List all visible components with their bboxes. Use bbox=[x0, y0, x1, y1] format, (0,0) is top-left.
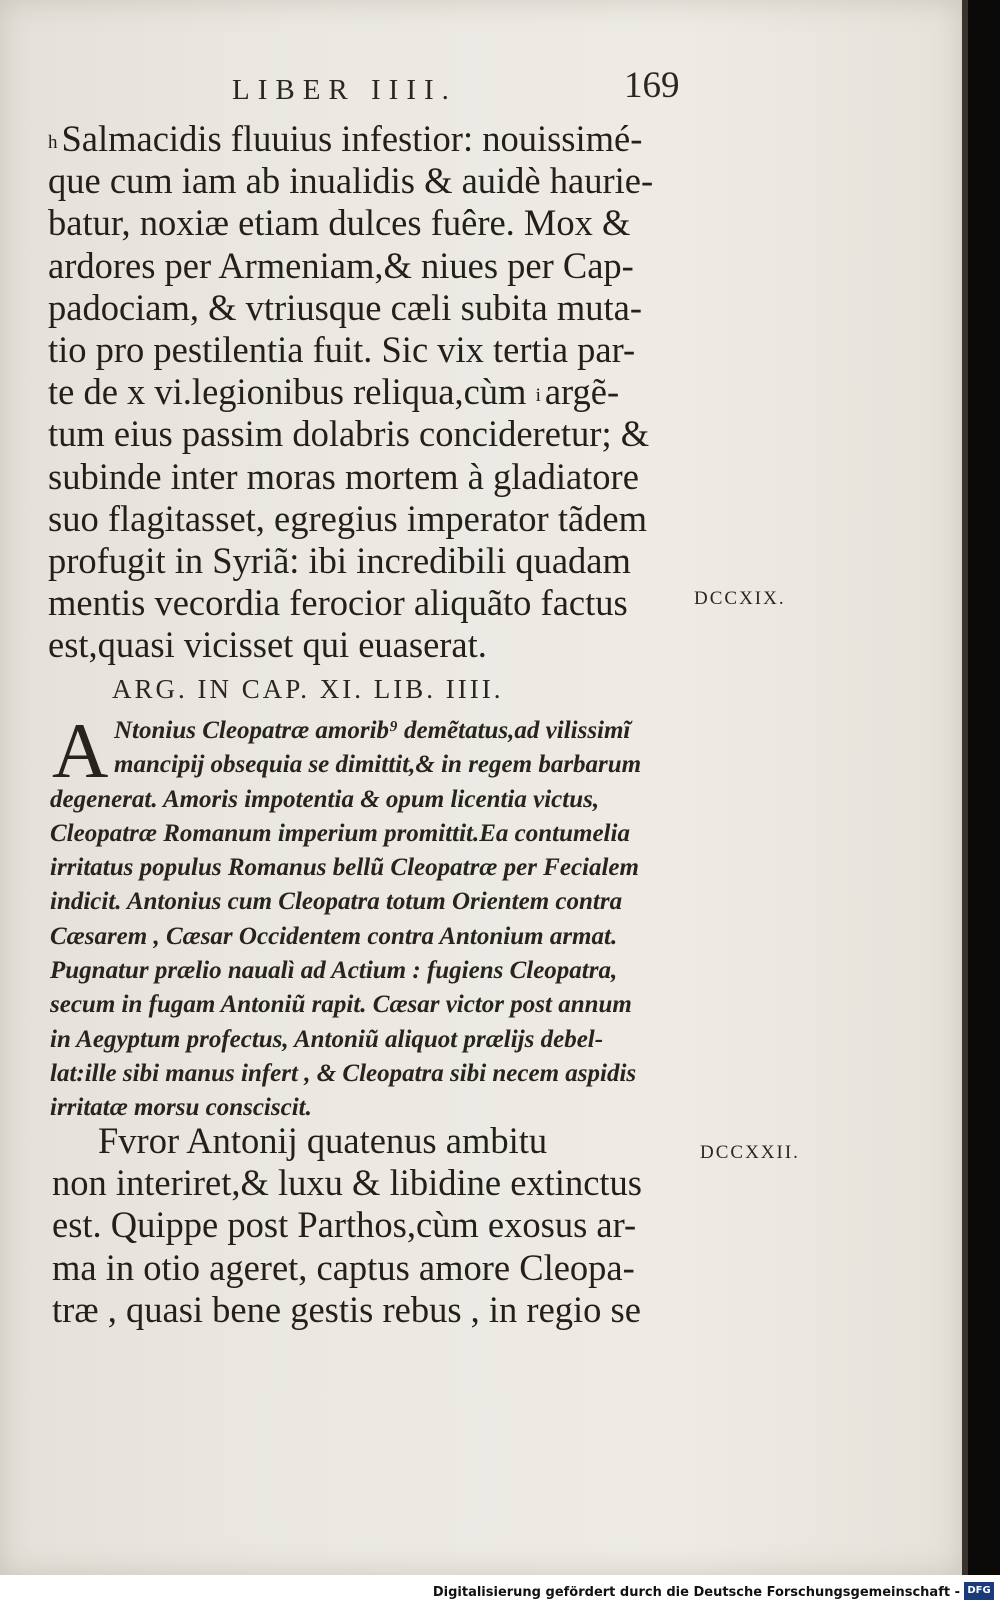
argument-line: irritatæ morsu consciscit. bbox=[50, 1094, 312, 1122]
text-line: non interiret,& luxu & libidine extinctus bbox=[52, 1162, 642, 1204]
argument-line: in Aegyptum profectus, Antoniũ aliquot prælijs debel- bbox=[50, 1025, 604, 1053]
text-line: profugit in Syriã: ibi incredibili quadam bbox=[48, 539, 631, 581]
argument-line: secum in fugam Antoniũ rapit. Cæsar victor post annum bbox=[50, 991, 632, 1019]
argument-line: Ntonius Cleopatræ amorib⁹ demẽtatus,ad vilissimĩ bbox=[114, 717, 631, 744]
text-line: padociam, & vtriusque cæli subita muta- bbox=[48, 286, 643, 328]
text-line: est,quasi vicisset qui euaserat. bbox=[48, 624, 487, 666]
argument-line: Cleopatræ Romanum imperium promittit.Ea contumelia bbox=[50, 819, 630, 847]
footnote-marker: h bbox=[48, 132, 58, 153]
margin-note-year: DCCXIX. bbox=[694, 588, 786, 609]
text-line: Fvror Antonij quatenus ambitu bbox=[98, 1120, 548, 1161]
text-line: ardores per Armeniam,& niues per Cap- bbox=[48, 244, 634, 286]
page-number: 169 bbox=[624, 65, 680, 106]
text-line: mentis vecordia ferocior aliquãto factus bbox=[48, 582, 628, 624]
text-line: est. Quippe post Parthos,cùm exosus ar- bbox=[52, 1204, 637, 1246]
text-line: que cum iam ab inualidis & auidè haurie- bbox=[48, 160, 654, 202]
text-line: batur, noxiæ etiam dulces fuêre. Mox & bbox=[48, 202, 631, 244]
dfg-logo: DFG bbox=[964, 1582, 994, 1600]
main-text-block bbox=[48, 118, 688, 666]
funding-credit: Digitalisierung gefördert durch die Deutsche Forschungsgemeinschaft - bbox=[432, 1585, 960, 1600]
text-line: træ , quasi bene gestis rebus , in regio se bbox=[52, 1288, 641, 1330]
drop-capital: A bbox=[52, 707, 109, 794]
footer-bar bbox=[0, 1575, 1000, 1623]
footnote-marker: i bbox=[535, 385, 541, 407]
argument-line: Pugnatur prælio naualì ad Actium : fugiens Cleopatra, bbox=[50, 957, 618, 985]
text-line: tio pro pestilentia fuit. Sic vix tertia par- bbox=[48, 328, 636, 370]
text-line: subinde inter moras mortem à gladiatore bbox=[48, 455, 639, 497]
argument-line: indicit. Antonius cum Cleopatra totum Orientem contra bbox=[50, 888, 623, 916]
text-line: $^h$ Salmacidis fluuius infestior: nouissimé- bbox=[48, 118, 643, 159]
text-line: tum eius passim dolabris concideretur; & bbox=[48, 413, 650, 455]
chapter-text-block bbox=[52, 1120, 692, 1331]
margin-note-year: DCCXXII. bbox=[700, 1142, 800, 1163]
scan-background bbox=[968, 0, 1000, 1575]
argument-heading: ARG. IN CAP. XI. LIB. IIII. bbox=[112, 674, 504, 704]
argument-text bbox=[50, 707, 690, 1126]
argument-line: degenerat. Amoris impotentia & opum licentia victus, bbox=[50, 785, 600, 813]
argument-line: mancipij obsequia se dimittit,& in regem barbarum bbox=[114, 751, 642, 779]
text-line: suo flagitasset, egregius imperator tãdem bbox=[48, 497, 648, 539]
text-line: ma in otio ageret, captus amore Cleopa- bbox=[52, 1246, 635, 1288]
running-head: LIBER IIII. bbox=[232, 74, 457, 106]
argument-line: lat:ille sibi manus infert , & Cleopatra sibi necem aspidis bbox=[50, 1059, 637, 1087]
argument-line: irritatus populus Romanus bellũ Cleopatræ per Fecialem bbox=[50, 854, 639, 882]
text-line: te de x vi.legionibus reliqua,cùm $^i$ argẽ- bbox=[48, 371, 620, 413]
argument-line: Cæsarem , Cæsar Occidentem contra Antonium armat. bbox=[50, 922, 618, 950]
